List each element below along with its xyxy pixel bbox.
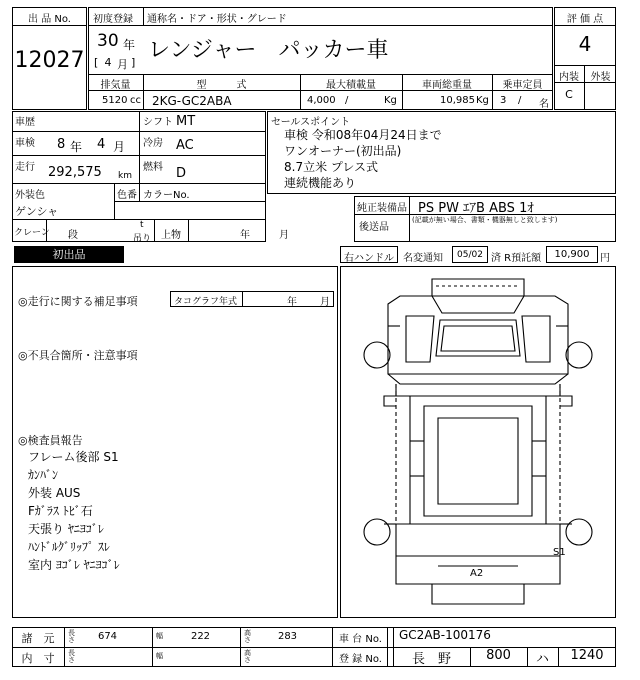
damage-mark: A2: [470, 568, 484, 579]
model-value: 2KG-GC2ABA: [152, 94, 232, 108]
score-value: 4: [578, 32, 592, 56]
name-change-label: 名変通知: [403, 253, 443, 264]
lot-no-label: 出 品 No.: [28, 14, 71, 25]
crane-stage-unit: 段: [68, 230, 78, 241]
outer-width: 222: [190, 631, 211, 642]
outer-height: 283: [277, 631, 298, 642]
equipment-value: PS PW ｴｱB ABS 1ｵ: [418, 201, 534, 216]
lot-number: 12027: [14, 48, 85, 73]
capacity-unit: 名: [539, 99, 549, 110]
mileage-label: 走行: [15, 162, 35, 173]
reg-year-char: 年: [123, 38, 136, 52]
sales-points-list: [284, 127, 442, 191]
inspector-line: フレーム後部 S1: [28, 450, 119, 464]
chassis-label: 車 台 No.: [339, 634, 382, 645]
reg-month-char: 月: [117, 58, 128, 71]
score-label: 評 価 点: [566, 14, 604, 25]
recycle-unit: 円: [600, 253, 610, 264]
reg-class: 800: [486, 648, 511, 663]
ext-color-label: 外装色: [15, 190, 45, 201]
fuel-label: 燃料: [143, 162, 163, 173]
max-load-label: 最大積載量: [326, 80, 376, 91]
ac-value: AC: [176, 138, 194, 153]
defects-label: ◎不具合箇所・注意事項: [18, 349, 138, 362]
shift-label: シフト: [143, 117, 173, 128]
reg-label: 登 録 No.: [339, 654, 382, 665]
damage-mark: S1: [553, 547, 566, 558]
car-name-label: 通称名・ドア・形状・グレード: [147, 14, 287, 25]
max-load-value: 4,000: [307, 95, 336, 106]
truck-diagram: [340, 266, 616, 618]
mileage-value: 292,575: [48, 165, 102, 180]
sales-points-label: セールスポイント: [271, 117, 351, 128]
tacho-label: タコグラフ年式: [174, 297, 238, 307]
model-label: 型 式: [196, 80, 247, 91]
car-name: レンジャー パッカー車: [148, 38, 389, 63]
reg-area: 長 野: [411, 652, 451, 667]
inspection-month: 4: [97, 137, 106, 152]
first-reg-label: 初度登録: [93, 14, 133, 25]
sales-point-line: ワンオーナー(初出品): [284, 144, 402, 158]
max-load-unit: Kg: [384, 95, 397, 106]
ac-label: 冷房: [143, 138, 163, 149]
reg-month: 4: [104, 56, 112, 69]
sales-point-line: 8.7立米 プレス式: [284, 160, 379, 174]
displacement-value: 5120: [102, 95, 128, 106]
color-label: カラーNo.: [143, 190, 190, 201]
capacity-value: 3: [500, 95, 507, 106]
inspector-line: ﾊﾝﾄﾞﾙｸﾞﾘｯﾌﾟ ｽﾚ: [28, 540, 110, 554]
history-label: 車歴: [15, 117, 35, 128]
supplement-label: ◎走行に関する補足事項: [18, 295, 138, 308]
name-change-value: 05/02: [457, 250, 483, 260]
first-listing-badge: 初出品: [14, 246, 124, 263]
reg-number: 1240: [570, 648, 604, 663]
reg-kana: ハ: [535, 652, 549, 667]
gross-weight-unit: Kg: [476, 95, 489, 106]
displacement-unit: cc: [130, 95, 141, 106]
outer-length: 674: [97, 631, 118, 642]
aftermarket-label: 後送品: [359, 222, 389, 233]
mileage-unit: km: [118, 171, 132, 181]
inspector-report: [28, 448, 120, 574]
displacement-label: 排気量: [100, 80, 131, 91]
inspector-line: ｶﾝﾊﾞﾝ: [28, 468, 59, 482]
crane-label: クレーン: [14, 228, 50, 238]
equipment-label: 純正装備品: [357, 203, 407, 214]
inspector-line: 天張り ﾔﾆﾖｺﾞﾚ: [28, 522, 104, 536]
interior-score: C: [565, 88, 573, 101]
interior-label: 内装: [559, 72, 579, 83]
inspection-label: 車検: [15, 138, 35, 149]
sales-point-line: 車検 令和08年04月24日まで: [284, 128, 442, 142]
aftermarket-note: (記載が無い場合、書類・機器無しと致します): [412, 216, 558, 224]
recycle-label: 済 R預託額: [491, 253, 542, 264]
inspection-year: 8: [57, 137, 66, 152]
reg-year: 30: [97, 31, 119, 51]
recycle-amount: 10,900: [554, 249, 590, 260]
inspector-line: 外装 AUS: [28, 486, 81, 500]
outer-dim-label: 諸 元: [21, 632, 55, 645]
inspector-line: 室内 ﾖｺﾞﾚ ﾔﾆﾖｺﾞﾚ: [28, 558, 120, 572]
upload-label: 上物: [161, 230, 181, 241]
capacity-label: 乗車定員: [502, 80, 543, 91]
color-no-label: 色番: [117, 190, 137, 201]
ext-color-value: ゲンシャ: [15, 205, 59, 218]
gross-weight-label: 車両総重量: [422, 80, 472, 91]
inner-dim-label: 内 寸: [21, 652, 55, 665]
fuel-value: D: [176, 166, 187, 181]
chassis-value: GC2AB-100176: [399, 628, 491, 642]
shift-value: MT: [176, 114, 196, 129]
sales-point-line: 連続機能あり: [284, 176, 357, 190]
gross-weight-value: 10,985: [440, 95, 475, 106]
handle-value: 右ハンドル: [344, 253, 394, 264]
inspector-line: Fｶﾞﾗｽ ﾄﾋﾞ石: [28, 504, 93, 518]
inspector-label: ◎検査員報告: [18, 434, 83, 447]
exterior-label: 外装: [590, 72, 611, 83]
